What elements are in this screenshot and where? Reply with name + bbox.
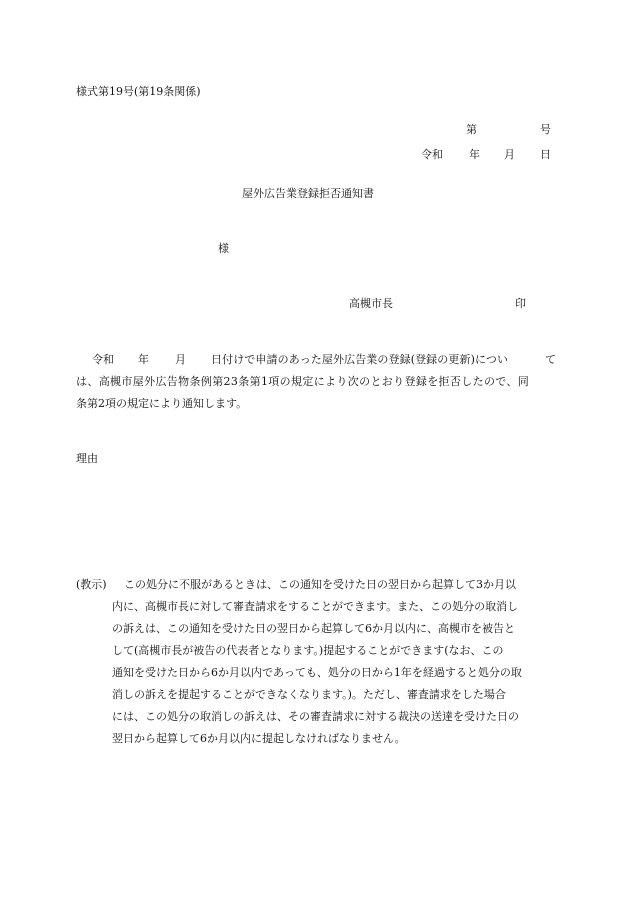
date-era: 令和 [421,148,443,161]
notice-line: 翌日から起算して6か月以内に提起しなければなりません。 [112,732,406,745]
notice-line: この処分に不服があるときは、この通知を受けた日の翌日から起算して3か月以 [124,578,516,591]
issuer-name: 高槻市長 [349,297,393,310]
seal-mark: 印 [515,297,526,310]
notice-line: の訴えは、この通知を受けた日の翌日から起算して6か月以内に、高槻市を被告と [112,622,515,635]
body-month: 月 [175,353,186,366]
document-title: 屋外広告業登録拒否通知書 [242,187,374,200]
body-line2: は、高槻市屋外広告物条例第23条第1項の規定により次のとおり登録を拒否したので、同 [76,375,530,388]
form-number: 様式第19号(第19条関係) [76,85,201,98]
notice-label: (教示) [76,578,107,591]
body-line1-end: て [545,353,556,366]
doc-number-go: 号 [540,123,551,136]
date-month: 月 [504,148,515,161]
notice-line: して(高槻市長が被告の代表者となります。)提起することができます(なお、この [112,644,504,657]
date-year: 年 [469,148,480,161]
body-line1-rest: 日付けで申請のあった屋外広告業の登録(登録の更新)につい [211,353,509,366]
body-era: 令和 [92,353,114,366]
notice-line: 通知を受けた日から6か月以内であっても、処分の日から1年を経過すると処分の取 [112,666,522,679]
notice-line: 内に、高槻市長に対して審査請求をすることができます。また、この処分の取消し [112,600,519,613]
body-year: 年 [138,353,149,366]
doc-number-dai: 第 [466,123,477,136]
body-line3: 条第2項の規定により通知します。 [76,397,248,410]
notice-line: には、この処分の取消しの訴えは、その審査請求に対する裁決の送達を受けた日の [112,710,519,723]
date-day: 日 [540,148,551,161]
addressee-sama: 様 [218,242,229,255]
notice-block [112,574,556,750]
notice-line: 消しの訴えを提起することができなくなります。)。ただし、審査請求をした場合 [112,688,506,701]
reason-label: 理由 [76,452,98,465]
